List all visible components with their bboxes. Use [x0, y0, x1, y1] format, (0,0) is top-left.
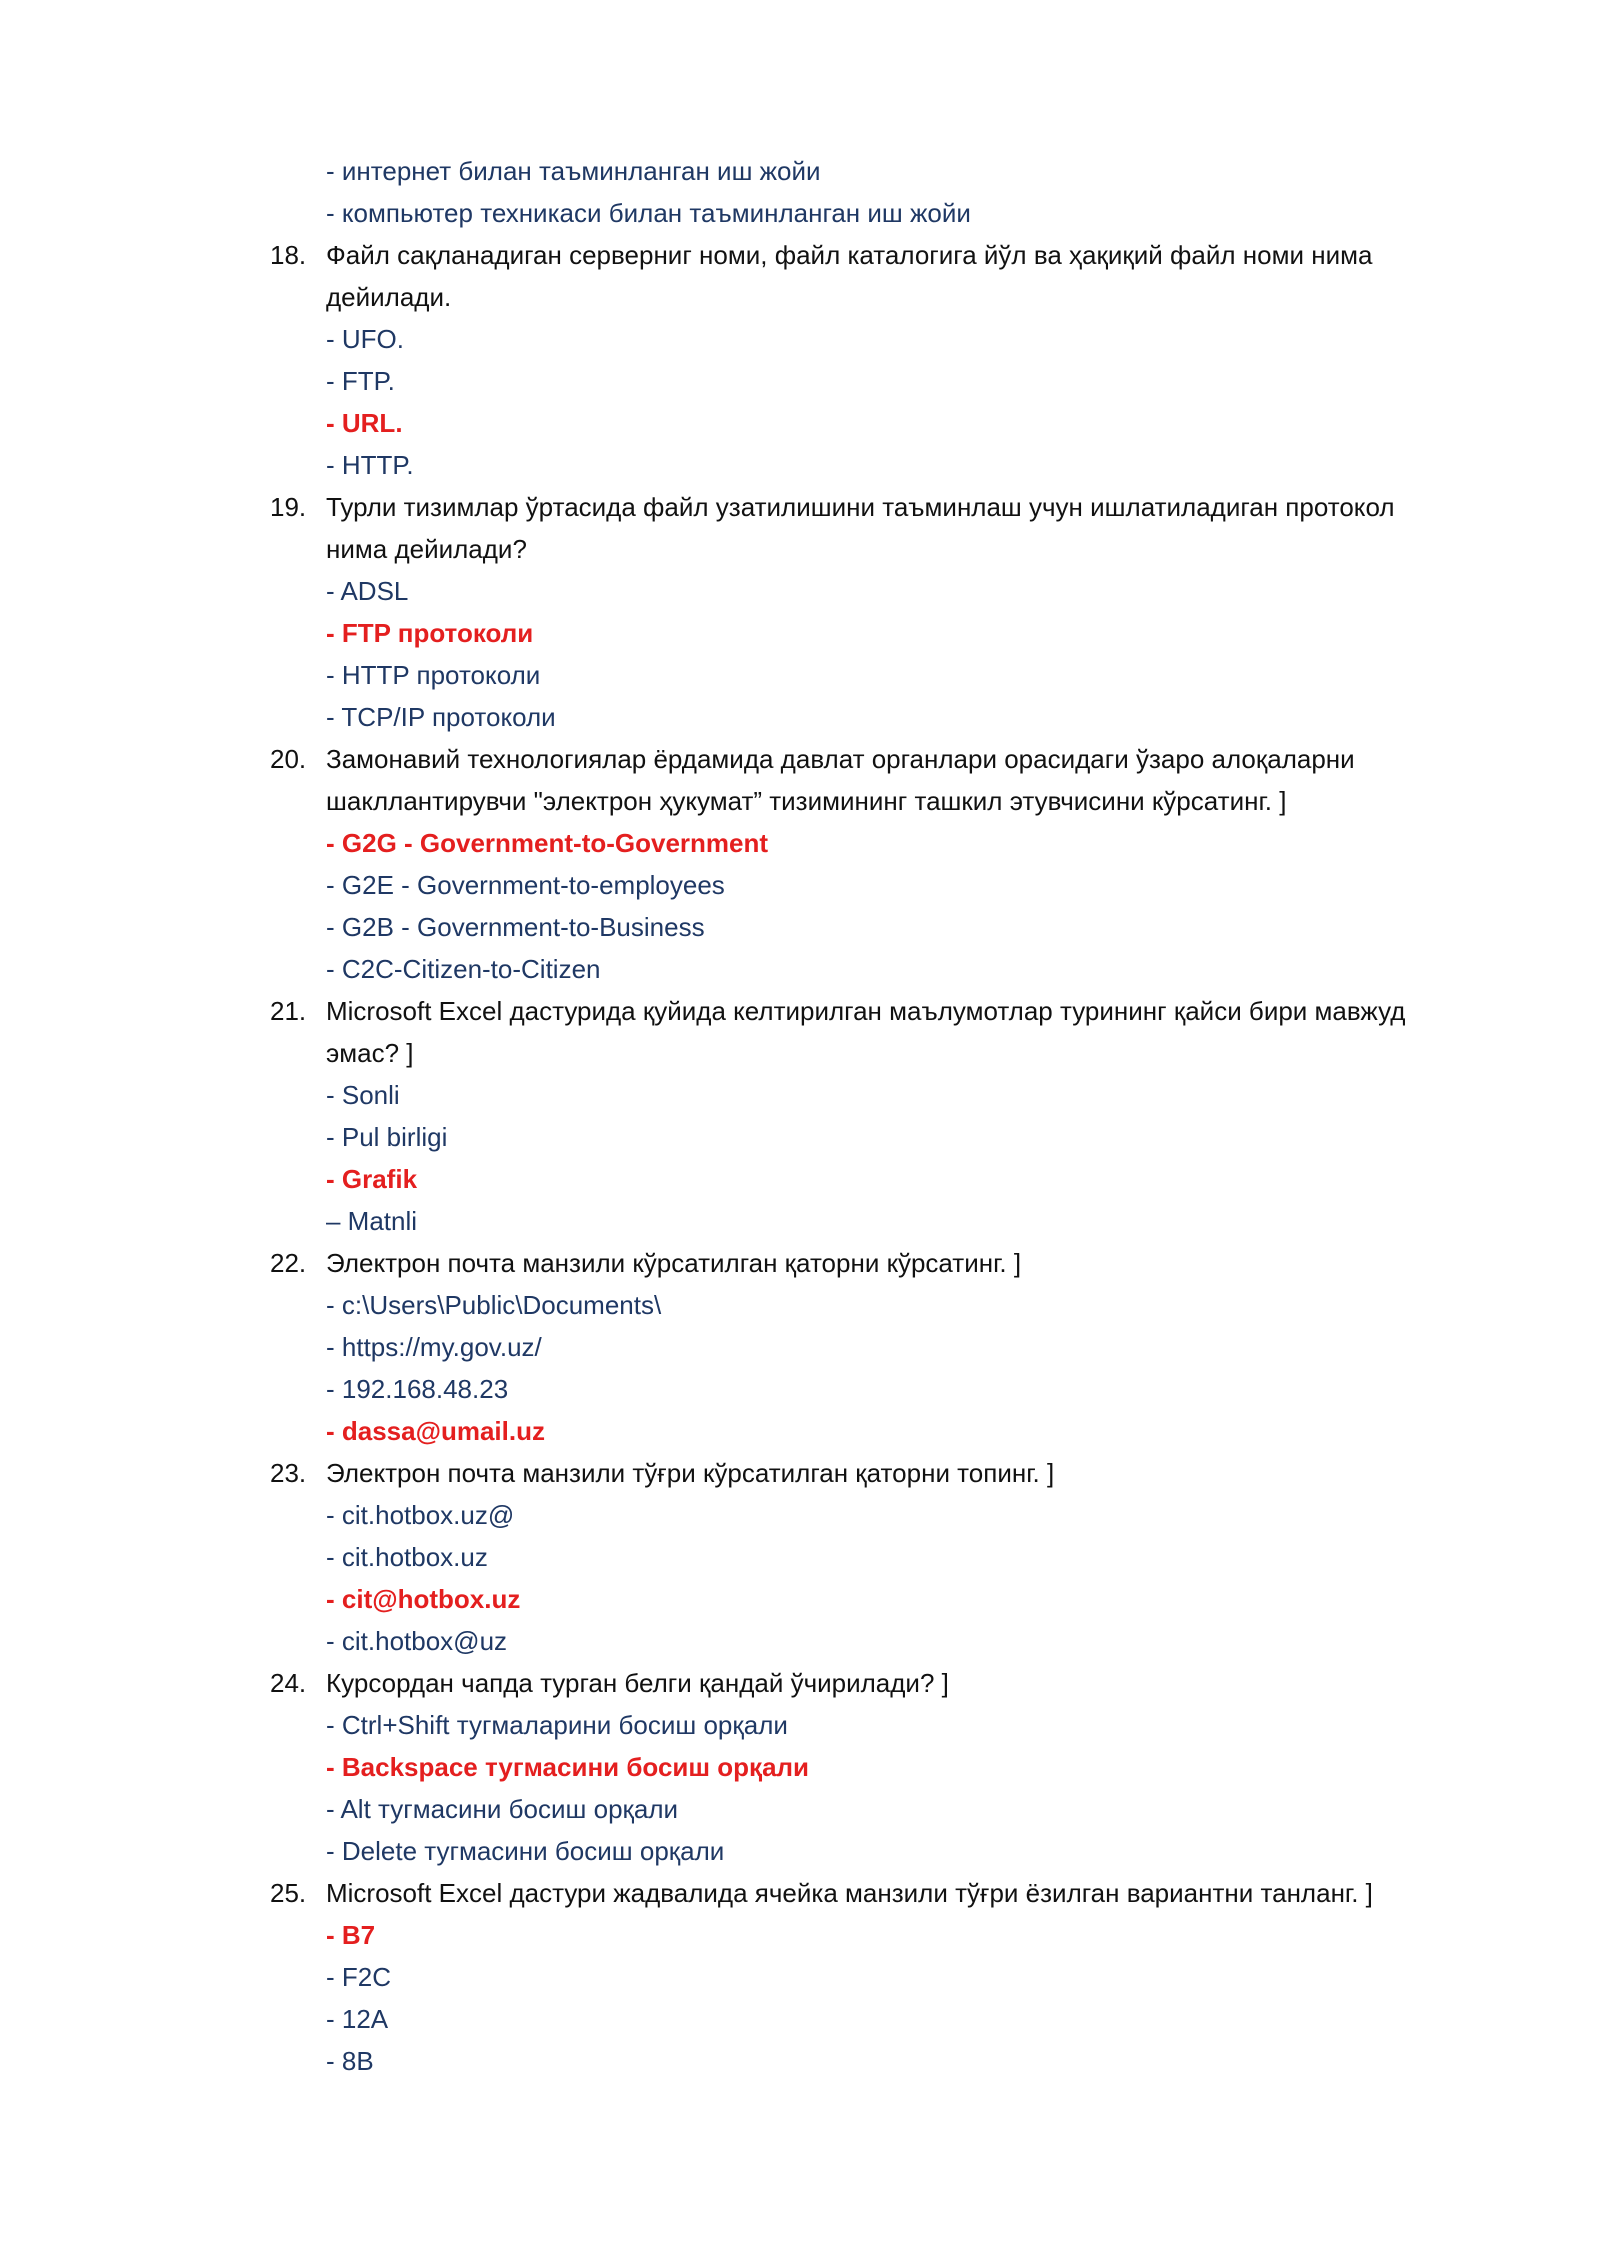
question-text: Microsoft Excel дастурида қуйида келтирилган маълумотлар турининг қайси бири мавжуд: [326, 996, 1406, 1026]
question-number: [270, 1326, 326, 1368]
question-line: [270, 738, 1500, 780]
answer-option: [270, 150, 1500, 192]
question-number: [270, 1746, 326, 1788]
question-number: 20.: [270, 744, 307, 774]
answer-text: - Sonli: [326, 1080, 400, 1110]
question-number: [270, 1368, 326, 1410]
answer-text: - компьютер техникаси билан таъминланган иш жойи: [326, 198, 971, 228]
answer-text: - FTP.: [326, 366, 395, 396]
question-number: [270, 1578, 326, 1620]
answer-option: [270, 318, 1500, 360]
answer-option-correct: [270, 612, 1500, 654]
question-number: [270, 318, 326, 360]
question-line-continued: [270, 1032, 1500, 1074]
question-number: [270, 1830, 326, 1872]
correct-answer-text: - FTP протоколи: [326, 618, 534, 648]
answer-option: [270, 1494, 1500, 1536]
question-text: Электрон почта манзили кўрсатилган қаторни кўрсатинг. ]: [326, 1248, 1022, 1278]
question-number: [270, 1200, 326, 1242]
answer-text: - HTTP протоколи: [326, 660, 541, 690]
question-number: [270, 654, 326, 696]
answer-option: [270, 1788, 1500, 1830]
answer-text: - C2C-Citizen-to-Citizen: [326, 954, 601, 984]
answer-option-correct: [270, 1578, 1500, 1620]
answer-text: - 12A: [326, 2004, 389, 2034]
question-text: Замонавий технологиялар ёрдамида давлат органлари орасидаги ўзаро алоқаларни: [326, 744, 1355, 774]
question-number: [270, 1494, 326, 1536]
question-number: [270, 276, 326, 318]
answer-option: [270, 1998, 1500, 2040]
question-text: Курсордан чапда турган белги қандай ўчирилади? ]: [326, 1668, 949, 1698]
answer-text: - TCP/IP протоколи: [326, 702, 556, 732]
answer-option: [270, 1620, 1500, 1662]
question-number: [270, 780, 326, 822]
answer-text: - Ctrl+Shift тугмаларини босиш орқали: [326, 1710, 788, 1740]
question-text: нима дейилади?: [326, 534, 527, 564]
question-text: шакллантирувчи "электрон ҳукумат” тизимининг ташкил этувчисини кўрсатинг. ]: [326, 786, 1287, 816]
answer-text: - G2E - Government-to-employees: [326, 870, 725, 900]
answer-option-correct: [270, 1158, 1500, 1200]
answer-text: - 192.168.48.23: [326, 1374, 509, 1404]
answer-option: [270, 1704, 1500, 1746]
answer-option: [270, 1284, 1500, 1326]
correct-answer-text: - Grafik: [326, 1164, 418, 1194]
answer-option: [270, 1536, 1500, 1578]
question-number: [270, 1914, 326, 1956]
question-number: 23.: [270, 1458, 307, 1488]
question-number: [270, 612, 326, 654]
correct-answer-text: - B7: [326, 1920, 376, 1950]
question-line: [270, 990, 1500, 1032]
answer-text: - cit.hotbox.uz@: [326, 1500, 515, 1530]
question-number: [270, 570, 326, 612]
question-number: [270, 1032, 326, 1074]
answer-text: - G2B - Government-to-Business: [326, 912, 705, 942]
question-number: [270, 1956, 326, 1998]
answer-option: [270, 696, 1500, 738]
question-text: Турли тизимлар ўртасида файл узатилишини таъминлаш учун ишлатиладиган протокол: [326, 492, 1395, 522]
answer-text: – Matnli: [326, 1206, 418, 1236]
answer-option: [270, 444, 1500, 486]
answer-text: - Pul birligi: [326, 1122, 448, 1152]
answer-option: [270, 360, 1500, 402]
answer-option: [270, 1116, 1500, 1158]
question-number: [270, 2040, 326, 2082]
answer-text: - Alt тугмасини босиш орқали: [326, 1794, 679, 1824]
question-line-continued: [270, 528, 1500, 570]
answer-text: - c:\Users\Public\Documents\: [326, 1290, 662, 1320]
question-number: [270, 402, 326, 444]
question-line: [270, 1452, 1500, 1494]
question-number: [270, 444, 326, 486]
question-line: [270, 1662, 1500, 1704]
correct-answer-text: - dassa@umail.uz: [326, 1416, 545, 1446]
answer-option: [270, 1074, 1500, 1116]
question-number: [270, 864, 326, 906]
answer-option: [270, 192, 1500, 234]
answer-option-correct: [270, 402, 1500, 444]
answer-option: [270, 570, 1500, 612]
question-number: [270, 1998, 326, 2040]
question-number: 25.: [270, 1878, 307, 1908]
answer-text: - cit.hotbox@uz: [326, 1626, 508, 1656]
answer-option: [270, 864, 1500, 906]
question-number: 19.: [270, 492, 307, 522]
question-number: [270, 1788, 326, 1830]
question-text: Электрон почта манзили тўғри кўрсатилган қаторни топинг. ]: [326, 1458, 1055, 1488]
question-number: [270, 696, 326, 738]
answer-option: [270, 1956, 1500, 1998]
question-number: [270, 1704, 326, 1746]
answer-option-correct: [270, 1914, 1500, 1956]
answer-option: [270, 654, 1500, 696]
question-number: 21.: [270, 996, 307, 1026]
question-number: [270, 1158, 326, 1200]
answer-text: - cit.hotbox.uz: [326, 1542, 488, 1572]
answer-option: [270, 1200, 1500, 1242]
question-number: [270, 1074, 326, 1116]
answer-option: [270, 1326, 1500, 1368]
question-number: [270, 906, 326, 948]
question-number: [270, 1620, 326, 1662]
answer-text: - интернет билан таъминланган иш жойи: [326, 156, 821, 186]
question-number: [270, 822, 326, 864]
question-line: [270, 1872, 1500, 1914]
answer-text: - Delete тугмасини босиш орқали: [326, 1836, 725, 1866]
quiz-content: [270, 150, 1500, 2082]
question-text: дейилади.: [326, 282, 452, 312]
answer-text: - UFO.: [326, 324, 404, 354]
correct-answer-text: - Backspace тугмасини босиш орқали: [326, 1752, 810, 1782]
question-text: Microsoft Excel дастури жадвалида ячейка манзили тўғри ёзилган вариантни танланг. ]: [326, 1878, 1373, 1908]
question-number: [270, 1116, 326, 1158]
question-number: [270, 150, 326, 192]
question-line-continued: [270, 276, 1500, 318]
question-text: эмас? ]: [326, 1038, 414, 1068]
answer-option: [270, 1830, 1500, 1872]
question-number: 24.: [270, 1668, 307, 1698]
question-line-continued: [270, 780, 1500, 822]
correct-answer-text: - G2G - Government-to-Government: [326, 828, 769, 858]
correct-answer-text: - cit@hotbox.uz: [326, 1584, 521, 1614]
answer-option-correct: [270, 1410, 1500, 1452]
question-text: Файл сақланадиган серверниг номи, файл каталогига йўл ва ҳақиқий файл номи нима: [326, 240, 1373, 270]
answer-text: - F2C: [326, 1962, 391, 1992]
answer-option: [270, 1368, 1500, 1410]
question-number: 18.: [270, 240, 307, 270]
question-number: 22.: [270, 1248, 307, 1278]
correct-answer-text: - URL.: [326, 408, 403, 438]
answer-text: - ADSL: [326, 576, 409, 606]
question-number: [270, 528, 326, 570]
question-number: [270, 360, 326, 402]
answer-option: [270, 906, 1500, 948]
question-line: [270, 234, 1500, 276]
question-line: [270, 486, 1500, 528]
answer-text: - HTTP.: [326, 450, 414, 480]
question-number: [270, 948, 326, 990]
question-number: [270, 1536, 326, 1578]
answer-option-correct: [270, 822, 1500, 864]
answer-option-correct: [270, 1746, 1500, 1788]
answer-option: [270, 2040, 1500, 2082]
answer-text: - 8B: [326, 2046, 374, 2076]
question-number: [270, 1284, 326, 1326]
question-number: [270, 1410, 326, 1452]
answer-text: - https://my.gov.uz/: [326, 1332, 542, 1362]
question-number: [270, 192, 326, 234]
answer-option: [270, 948, 1500, 990]
question-line: [270, 1242, 1500, 1284]
